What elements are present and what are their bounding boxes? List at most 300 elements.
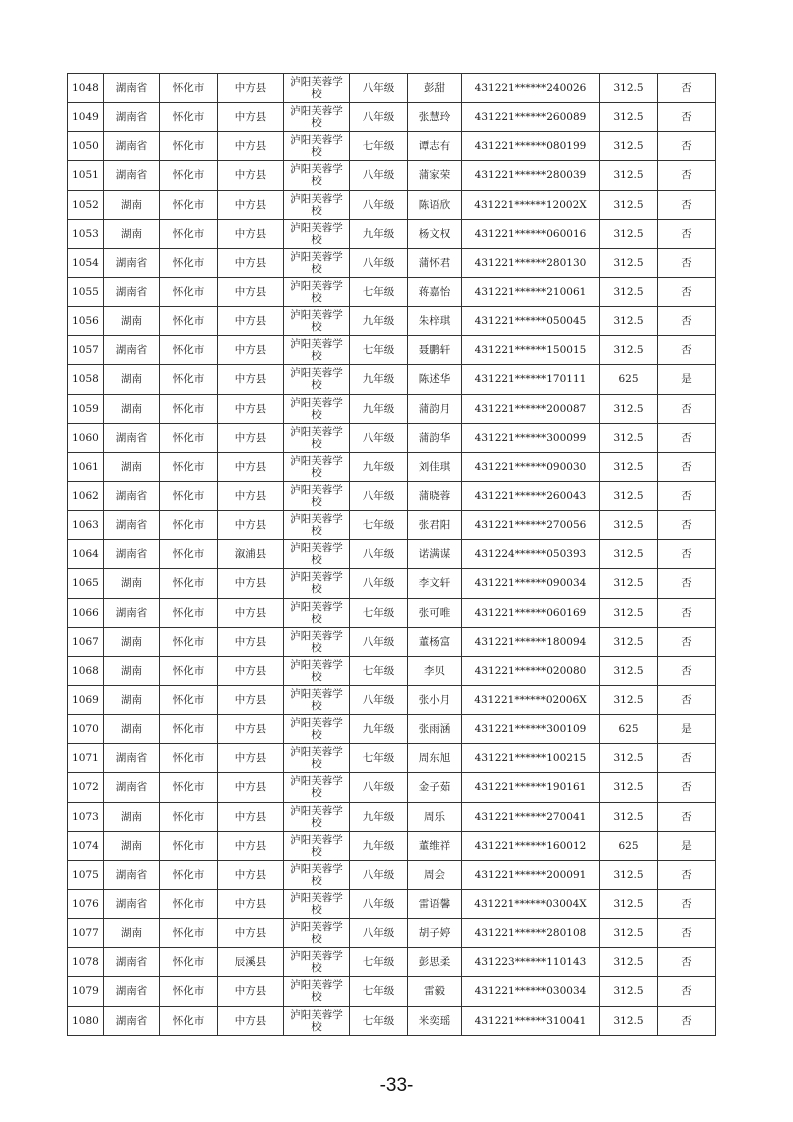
row-number-cell: 1060: [68, 423, 104, 452]
city-cell: 怀化市: [160, 365, 218, 394]
amount-cell: 312.5: [600, 161, 658, 190]
province-cell: 湖南省: [104, 773, 160, 802]
student-name-cell: 刘佳琪: [408, 452, 462, 481]
student-name-cell: 张可唯: [408, 598, 462, 627]
province-cell: 湖南省: [104, 889, 160, 918]
roster-body: [68, 74, 716, 1036]
page-number: -33-: [379, 1075, 414, 1096]
row-number-cell: 1065: [68, 569, 104, 598]
id-number-cell: 431221******310041: [462, 1006, 600, 1035]
county-cell: 中方县: [218, 365, 284, 394]
table-row: [68, 656, 716, 685]
table-row: [68, 977, 716, 1006]
county-cell: 中方县: [218, 802, 284, 831]
id-number-cell: 431221******280130: [462, 248, 600, 277]
flag-cell: 否: [658, 919, 716, 948]
table-row: [68, 540, 716, 569]
province-cell: 湖南省: [104, 744, 160, 773]
county-cell: 中方县: [218, 715, 284, 744]
city-cell: 怀化市: [160, 831, 218, 860]
province-cell: 湖南省: [104, 336, 160, 365]
school-cell: 泸阳芙蓉学校: [284, 919, 350, 948]
table-row: [68, 190, 716, 219]
province-cell: 湖南: [104, 802, 160, 831]
flag-cell: 否: [658, 103, 716, 132]
grade-cell: 八年级: [350, 627, 408, 656]
student-name-cell: 蒲韵华: [408, 423, 462, 452]
id-number-cell: 431224******050393: [462, 540, 600, 569]
amount-cell: 312.5: [600, 394, 658, 423]
row-number-cell: 1066: [68, 598, 104, 627]
flag-cell: 否: [658, 336, 716, 365]
student-name-cell: 蒋嘉怡: [408, 277, 462, 306]
county-cell: 中方县: [218, 919, 284, 948]
amount-cell: 312.5: [600, 103, 658, 132]
school-cell: 泸阳芙蓉学校: [284, 598, 350, 627]
flag-cell: 否: [658, 248, 716, 277]
row-number-cell: 1062: [68, 481, 104, 510]
table-row: [68, 248, 716, 277]
student-name-cell: 胡子婷: [408, 919, 462, 948]
id-number-cell: 431221******190161: [462, 773, 600, 802]
county-cell: 中方县: [218, 511, 284, 540]
flag-cell: 否: [658, 744, 716, 773]
city-cell: 怀化市: [160, 598, 218, 627]
province-cell: 湖南省: [104, 948, 160, 977]
city-cell: 怀化市: [160, 219, 218, 248]
school-cell: 泸阳芙蓉学校: [284, 511, 350, 540]
city-cell: 怀化市: [160, 889, 218, 918]
flag-cell: 否: [658, 889, 716, 918]
flag-cell: 否: [658, 307, 716, 336]
student-name-cell: 董维祥: [408, 831, 462, 860]
grade-cell: 八年级: [350, 685, 408, 714]
row-number-cell: 1079: [68, 977, 104, 1006]
grade-cell: 八年级: [350, 540, 408, 569]
grade-cell: 八年级: [350, 248, 408, 277]
flag-cell: 否: [658, 627, 716, 656]
student-name-cell: 张雨涵: [408, 715, 462, 744]
school-cell: 泸阳芙蓉学校: [284, 569, 350, 598]
flag-cell: 否: [658, 977, 716, 1006]
flag-cell: 否: [658, 1006, 716, 1035]
id-number-cell: 431221******090034: [462, 569, 600, 598]
flag-cell: 是: [658, 715, 716, 744]
county-cell: 中方县: [218, 1006, 284, 1035]
province-cell: 湖南省: [104, 132, 160, 161]
roster-table: [67, 73, 716, 1036]
row-number-cell: 1057: [68, 336, 104, 365]
grade-cell: 九年级: [350, 802, 408, 831]
amount-cell: 312.5: [600, 277, 658, 306]
student-name-cell: 雷语馨: [408, 889, 462, 918]
id-number-cell: 431221******200091: [462, 860, 600, 889]
grade-cell: 九年级: [350, 307, 408, 336]
school-cell: 泸阳芙蓉学校: [284, 336, 350, 365]
amount-cell: 312.5: [600, 248, 658, 277]
grade-cell: 八年级: [350, 919, 408, 948]
id-number-cell: 431221******080199: [462, 132, 600, 161]
row-number-cell: 1073: [68, 802, 104, 831]
county-cell: 中方县: [218, 977, 284, 1006]
amount-cell: 312.5: [600, 452, 658, 481]
table-row: [68, 1006, 716, 1035]
city-cell: 怀化市: [160, 773, 218, 802]
row-number-cell: 1069: [68, 685, 104, 714]
table-row: [68, 598, 716, 627]
id-number-cell: 431221******180094: [462, 627, 600, 656]
county-cell: 中方县: [218, 889, 284, 918]
province-cell: 湖南: [104, 452, 160, 481]
flag-cell: 否: [658, 948, 716, 977]
student-name-cell: 杨文权: [408, 219, 462, 248]
county-cell: 中方县: [218, 598, 284, 627]
flag-cell: 否: [658, 74, 716, 103]
city-cell: 怀化市: [160, 540, 218, 569]
id-number-cell: 431223******110143: [462, 948, 600, 977]
id-number-cell: 431221******03004X: [462, 889, 600, 918]
county-cell: 中方县: [218, 773, 284, 802]
amount-cell: 625: [600, 715, 658, 744]
province-cell: 湖南: [104, 685, 160, 714]
student-name-cell: 彭思柔: [408, 948, 462, 977]
county-cell: 中方县: [218, 190, 284, 219]
table-row: [68, 889, 716, 918]
id-number-cell: 431221******280039: [462, 161, 600, 190]
student-name-cell: 蒲韵月: [408, 394, 462, 423]
school-cell: 泸阳芙蓉学校: [284, 627, 350, 656]
flag-cell: 是: [658, 831, 716, 860]
city-cell: 怀化市: [160, 685, 218, 714]
grade-cell: 七年级: [350, 744, 408, 773]
row-number-cell: 1070: [68, 715, 104, 744]
county-cell: 中方县: [218, 481, 284, 510]
student-name-cell: 蒲家荣: [408, 161, 462, 190]
amount-cell: 312.5: [600, 540, 658, 569]
grade-cell: 七年级: [350, 598, 408, 627]
county-cell: 中方县: [218, 336, 284, 365]
row-number-cell: 1059: [68, 394, 104, 423]
row-number-cell: 1058: [68, 365, 104, 394]
flag-cell: 否: [658, 656, 716, 685]
province-cell: 湖南省: [104, 1006, 160, 1035]
student-name-cell: 董杨富: [408, 627, 462, 656]
row-number-cell: 1049: [68, 103, 104, 132]
grade-cell: 八年级: [350, 161, 408, 190]
row-number-cell: 1076: [68, 889, 104, 918]
county-cell: 中方县: [218, 656, 284, 685]
student-name-cell: 雷毅: [408, 977, 462, 1006]
city-cell: 怀化市: [160, 715, 218, 744]
province-cell: 湖南省: [104, 977, 160, 1006]
county-cell: 中方县: [218, 248, 284, 277]
county-cell: 中方县: [218, 74, 284, 103]
county-cell: 中方县: [218, 831, 284, 860]
student-name-cell: 谭志有: [408, 132, 462, 161]
grade-cell: 九年级: [350, 715, 408, 744]
id-number-cell: 431221******02006X: [462, 685, 600, 714]
amount-cell: 312.5: [600, 860, 658, 889]
grade-cell: 八年级: [350, 190, 408, 219]
province-cell: 湖南: [104, 656, 160, 685]
grade-cell: 八年级: [350, 74, 408, 103]
flag-cell: 是: [658, 365, 716, 394]
amount-cell: 312.5: [600, 132, 658, 161]
grade-cell: 九年级: [350, 365, 408, 394]
province-cell: 湖南: [104, 569, 160, 598]
school-cell: 泸阳芙蓉学校: [284, 860, 350, 889]
row-number-cell: 1068: [68, 656, 104, 685]
school-cell: 泸阳芙蓉学校: [284, 802, 350, 831]
school-cell: 泸阳芙蓉学校: [284, 656, 350, 685]
id-number-cell: 431221******280108: [462, 919, 600, 948]
row-number-cell: 1071: [68, 744, 104, 773]
county-cell: 中方县: [218, 307, 284, 336]
student-name-cell: 蒲怀君: [408, 248, 462, 277]
grade-cell: 八年级: [350, 569, 408, 598]
amount-cell: 312.5: [600, 219, 658, 248]
school-cell: 泸阳芙蓉学校: [284, 277, 350, 306]
flag-cell: 否: [658, 190, 716, 219]
amount-cell: 312.5: [600, 336, 658, 365]
city-cell: 怀化市: [160, 948, 218, 977]
county-cell: 中方县: [218, 569, 284, 598]
county-cell: 中方县: [218, 394, 284, 423]
city-cell: 怀化市: [160, 277, 218, 306]
id-number-cell: 431221******210061: [462, 277, 600, 306]
county-cell: 中方县: [218, 744, 284, 773]
table-row: [68, 948, 716, 977]
table-row: [68, 74, 716, 103]
student-name-cell: 李贝: [408, 656, 462, 685]
city-cell: 怀化市: [160, 569, 218, 598]
id-number-cell: 431221******020080: [462, 656, 600, 685]
row-number-cell: 1056: [68, 307, 104, 336]
student-name-cell: 张慧玲: [408, 103, 462, 132]
table-row: [68, 336, 716, 365]
province-cell: 湖南省: [104, 540, 160, 569]
student-name-cell: 张君阳: [408, 511, 462, 540]
table-row: [68, 919, 716, 948]
school-cell: 泸阳芙蓉学校: [284, 365, 350, 394]
row-number-cell: 1064: [68, 540, 104, 569]
table-row: [68, 773, 716, 802]
grade-cell: 九年级: [350, 394, 408, 423]
id-number-cell: 431221******060016: [462, 219, 600, 248]
table-row: [68, 831, 716, 860]
city-cell: 怀化市: [160, 511, 218, 540]
flag-cell: 否: [658, 598, 716, 627]
id-number-cell: 431221******260043: [462, 481, 600, 510]
table-row: [68, 365, 716, 394]
county-cell: 中方县: [218, 132, 284, 161]
amount-cell: 312.5: [600, 307, 658, 336]
flag-cell: 否: [658, 802, 716, 831]
flag-cell: 否: [658, 685, 716, 714]
table-row: [68, 161, 716, 190]
city-cell: 怀化市: [160, 627, 218, 656]
table-row: [68, 132, 716, 161]
school-cell: 泸阳芙蓉学校: [284, 394, 350, 423]
id-number-cell: 431221******060169: [462, 598, 600, 627]
id-number-cell: 431221******170111: [462, 365, 600, 394]
school-cell: 泸阳芙蓉学校: [284, 190, 350, 219]
school-cell: 泸阳芙蓉学校: [284, 773, 350, 802]
flag-cell: 否: [658, 569, 716, 598]
school-cell: 泸阳芙蓉学校: [284, 452, 350, 481]
student-name-cell: 陈述华: [408, 365, 462, 394]
province-cell: 湖南省: [104, 860, 160, 889]
flag-cell: 否: [658, 277, 716, 306]
row-number-cell: 1061: [68, 452, 104, 481]
table-row: [68, 744, 716, 773]
id-number-cell: 431221******270041: [462, 802, 600, 831]
flag-cell: 否: [658, 452, 716, 481]
grade-cell: 八年级: [350, 860, 408, 889]
grade-cell: 七年级: [350, 1006, 408, 1035]
city-cell: 怀化市: [160, 802, 218, 831]
table-row: [68, 715, 716, 744]
table-row: [68, 277, 716, 306]
grade-cell: 七年级: [350, 277, 408, 306]
city-cell: 怀化市: [160, 423, 218, 452]
county-cell: 中方县: [218, 627, 284, 656]
id-number-cell: 431221******240026: [462, 74, 600, 103]
id-number-cell: 431221******160012: [462, 831, 600, 860]
student-name-cell: 张小月: [408, 685, 462, 714]
school-cell: 泸阳芙蓉学校: [284, 685, 350, 714]
id-number-cell: 431221******200087: [462, 394, 600, 423]
province-cell: 湖南: [104, 307, 160, 336]
province-cell: 湖南省: [104, 423, 160, 452]
grade-cell: 九年级: [350, 219, 408, 248]
flag-cell: 否: [658, 219, 716, 248]
amount-cell: 312.5: [600, 773, 658, 802]
amount-cell: 312.5: [600, 627, 658, 656]
city-cell: 怀化市: [160, 656, 218, 685]
city-cell: 怀化市: [160, 190, 218, 219]
county-cell: 中方县: [218, 277, 284, 306]
grade-cell: 七年级: [350, 656, 408, 685]
amount-cell: 625: [600, 365, 658, 394]
table-row: [68, 627, 716, 656]
grade-cell: 八年级: [350, 103, 408, 132]
province-cell: 湖南: [104, 715, 160, 744]
city-cell: 怀化市: [160, 1006, 218, 1035]
student-name-cell: 金子茹: [408, 773, 462, 802]
row-number-cell: 1055: [68, 277, 104, 306]
school-cell: 泸阳芙蓉学校: [284, 248, 350, 277]
city-cell: 怀化市: [160, 919, 218, 948]
county-cell: 中方县: [218, 860, 284, 889]
school-cell: 泸阳芙蓉学校: [284, 889, 350, 918]
amount-cell: 312.5: [600, 569, 658, 598]
province-cell: 湖南省: [104, 277, 160, 306]
amount-cell: 312.5: [600, 685, 658, 714]
student-name-cell: 李文轩: [408, 569, 462, 598]
grade-cell: 八年级: [350, 423, 408, 452]
city-cell: 怀化市: [160, 307, 218, 336]
row-number-cell: 1074: [68, 831, 104, 860]
province-cell: 湖南省: [104, 161, 160, 190]
grade-cell: 八年级: [350, 773, 408, 802]
amount-cell: 312.5: [600, 656, 658, 685]
id-number-cell: 431221******260089: [462, 103, 600, 132]
row-number-cell: 1077: [68, 919, 104, 948]
school-cell: 泸阳芙蓉学校: [284, 540, 350, 569]
amount-cell: 312.5: [600, 423, 658, 452]
province-cell: 湖南: [104, 219, 160, 248]
province-cell: 湖南: [104, 919, 160, 948]
grade-cell: 八年级: [350, 889, 408, 918]
province-cell: 湖南省: [104, 598, 160, 627]
county-cell: 中方县: [218, 452, 284, 481]
amount-cell: 312.5: [600, 511, 658, 540]
id-number-cell: 431221******12002X: [462, 190, 600, 219]
school-cell: 泸阳芙蓉学校: [284, 74, 350, 103]
school-cell: 泸阳芙蓉学校: [284, 977, 350, 1006]
city-cell: 怀化市: [160, 394, 218, 423]
county-cell: 中方县: [218, 219, 284, 248]
city-cell: 怀化市: [160, 977, 218, 1006]
province-cell: 湖南: [104, 190, 160, 219]
table-row: [68, 685, 716, 714]
city-cell: 怀化市: [160, 860, 218, 889]
amount-cell: 312.5: [600, 1006, 658, 1035]
school-cell: 泸阳芙蓉学校: [284, 423, 350, 452]
province-cell: 湖南省: [104, 481, 160, 510]
province-cell: 湖南省: [104, 511, 160, 540]
id-number-cell: 431221******100215: [462, 744, 600, 773]
table-row: [68, 452, 716, 481]
city-cell: 怀化市: [160, 161, 218, 190]
amount-cell: 312.5: [600, 948, 658, 977]
province-cell: 湖南省: [104, 103, 160, 132]
row-number-cell: 1078: [68, 948, 104, 977]
amount-cell: 625: [600, 831, 658, 860]
row-number-cell: 1048: [68, 74, 104, 103]
county-cell: 中方县: [218, 161, 284, 190]
school-cell: 泸阳芙蓉学校: [284, 307, 350, 336]
student-name-cell: 周乐: [408, 802, 462, 831]
grade-cell: 七年级: [350, 132, 408, 161]
school-cell: 泸阳芙蓉学校: [284, 481, 350, 510]
flag-cell: 否: [658, 860, 716, 889]
province-cell: 湖南省: [104, 74, 160, 103]
county-cell: 辰溪县: [218, 948, 284, 977]
table-row: [68, 394, 716, 423]
amount-cell: 312.5: [600, 190, 658, 219]
student-name-cell: 陈语欣: [408, 190, 462, 219]
table-row: [68, 219, 716, 248]
row-number-cell: 1072: [68, 773, 104, 802]
grade-cell: 七年级: [350, 511, 408, 540]
school-cell: 泸阳芙蓉学校: [284, 948, 350, 977]
flag-cell: 否: [658, 773, 716, 802]
city-cell: 怀化市: [160, 103, 218, 132]
id-number-cell: 431221******030034: [462, 977, 600, 1006]
school-cell: 泸阳芙蓉学校: [284, 219, 350, 248]
id-number-cell: 431221******270056: [462, 511, 600, 540]
province-cell: 湖南省: [104, 248, 160, 277]
row-number-cell: 1063: [68, 511, 104, 540]
row-number-cell: 1067: [68, 627, 104, 656]
school-cell: 泸阳芙蓉学校: [284, 1006, 350, 1035]
amount-cell: 312.5: [600, 919, 658, 948]
school-cell: 泸阳芙蓉学校: [284, 744, 350, 773]
amount-cell: 312.5: [600, 802, 658, 831]
city-cell: 怀化市: [160, 248, 218, 277]
